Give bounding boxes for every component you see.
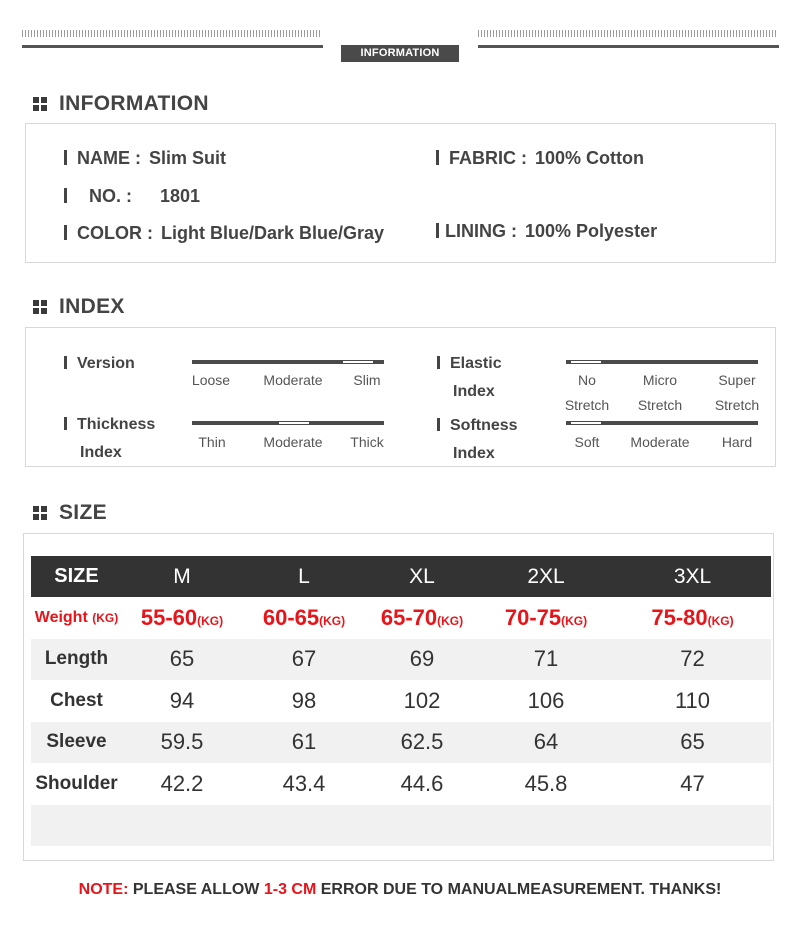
info-name-label: NAME :: [77, 148, 141, 168]
banner-line-right: [478, 45, 779, 48]
table-row-shoulder: [31, 763, 771, 805]
index-heading: [33, 295, 125, 319]
info-color: [64, 223, 384, 244]
table-cell: 61: [242, 722, 366, 764]
table-cell: [366, 805, 478, 847]
information-heading: [33, 92, 209, 116]
info-fabric-label: FABRIC :: [449, 148, 527, 168]
banner-line-left: [22, 45, 323, 48]
size-heading: [33, 501, 107, 525]
weight-unit: (KG): [561, 613, 588, 628]
index-elastic-label: [437, 350, 502, 406]
info-name: [64, 148, 226, 169]
version-option-moderate: Moderate: [263, 372, 323, 388]
elastic-scale-marker: [571, 361, 601, 363]
softness-scale-marker: [571, 422, 601, 424]
version-scale: [192, 360, 384, 364]
info-no-value: 1801: [160, 186, 201, 206]
thickness-scale-marker: [279, 422, 309, 424]
row-label-shoulder: Shoulder: [35, 772, 118, 794]
header-3xl: 3XL: [614, 556, 771, 597]
table-cell: 94: [169, 687, 195, 713]
info-fabric-value: 100% Cotton: [535, 148, 645, 168]
index-thickness-label: [64, 411, 155, 467]
weight-cell: [366, 597, 478, 639]
elastic-option-micro-stretch: [630, 368, 690, 418]
bullet-bar: [64, 225, 67, 240]
table-cell: 62.5: [366, 722, 478, 764]
softness-option-moderate: Moderate: [630, 434, 690, 450]
bullet-bar: [64, 188, 67, 203]
header-l: L: [242, 556, 366, 597]
weight-cell: [478, 597, 614, 639]
softness-scale: [566, 421, 758, 425]
note-text-2: ERROR DUE TO MANUALMEASUREMENT. THANKS!: [316, 881, 722, 898]
table-cell: [122, 805, 242, 847]
weight-cell: [122, 597, 242, 639]
thickness-option-moderate: Moderate: [263, 434, 323, 450]
table-cell: 42.2: [160, 770, 204, 796]
table-cell: 65: [122, 639, 242, 681]
banner-hatch-left: [22, 30, 322, 37]
index-elastic-text2: Index: [453, 383, 495, 400]
note-prefix: NOTE:: [78, 881, 129, 898]
table-cell: 98: [291, 687, 317, 713]
thickness-scale: [192, 421, 384, 425]
banner-tag: INFORMATION: [341, 45, 459, 62]
table-cell: [614, 805, 771, 847]
index-thickness-text2: Index: [80, 444, 122, 461]
grid-icon: [33, 97, 47, 111]
table-cell: [478, 805, 614, 847]
weight-unit: (KG): [707, 613, 734, 628]
version-scale-marker: [343, 361, 373, 363]
table-cell: 67: [242, 639, 366, 681]
softness-option-hard: Hard: [721, 434, 753, 450]
table-cell: [31, 805, 122, 847]
bullet-bar: [436, 150, 439, 165]
table-cell: 71: [478, 639, 614, 681]
information-title: INFORMATION: [59, 92, 209, 115]
softness-option-soft: Soft: [574, 434, 600, 450]
elastic-scale: [566, 360, 758, 364]
elastic-option-super-stretch: [707, 368, 767, 418]
elastic-option-no-stretch-text: Stretch: [564, 397, 610, 413]
elastic-option-micro: Micro: [642, 372, 678, 388]
row-label-chest: Chest: [50, 689, 103, 711]
table-cell: 65: [614, 722, 771, 764]
table-cell: 44.6: [400, 770, 444, 796]
size-title: SIZE: [59, 501, 107, 524]
banner-hatch-right: [478, 30, 778, 37]
elastic-option-micro-stretch-text: Stretch: [637, 397, 683, 413]
elastic-option-no-stretch: [557, 368, 617, 418]
weight-cell: [242, 597, 366, 639]
weight-value: 65-70: [380, 604, 438, 630]
grid-icon: [33, 506, 47, 520]
index-softness-text2: Index: [453, 445, 495, 462]
table-cell: 102: [403, 687, 441, 713]
note-text-1: PLEASE ALLOW: [128, 881, 264, 898]
table-row-weight: [31, 597, 771, 639]
bullet-bar: [437, 418, 440, 431]
table-cell: 72: [614, 639, 771, 681]
table-row-chest: [31, 680, 771, 722]
row-label-sleeve: Sleeve: [31, 722, 122, 764]
weight-value: 75-80: [651, 604, 708, 630]
index-version-label: [64, 350, 135, 378]
header-2xl: 2XL: [478, 556, 614, 597]
elastic-option-super-stretch-text: Stretch: [714, 397, 760, 413]
weight-unit: (KG): [319, 613, 346, 628]
weight-cell: [614, 597, 771, 639]
info-no: [64, 186, 200, 207]
info-color-value: Light Blue/Dark Blue/Gray: [161, 223, 385, 243]
weight-value: 60-65: [262, 604, 320, 630]
index-softness-label: [437, 412, 518, 468]
bullet-bar: [437, 356, 440, 369]
version-option-loose: Loose: [191, 372, 231, 388]
version-option-slim: Slim: [353, 372, 381, 388]
info-no-label: NO. :: [89, 186, 132, 206]
thickness-option-thick: Thick: [350, 434, 384, 450]
bullet-bar: [436, 223, 439, 238]
weight-unit: (KG): [92, 610, 119, 625]
row-label-length: Length: [31, 639, 122, 681]
table-cell: [242, 805, 366, 847]
index-version-text: Version: [77, 355, 135, 372]
info-fabric: [436, 148, 644, 169]
measurement-note: [0, 881, 800, 899]
weight-label: Weight: [34, 608, 88, 626]
weight-unit: (KG): [197, 613, 224, 628]
info-color-label: COLOR :: [77, 223, 153, 243]
bullet-bar: [64, 356, 67, 369]
info-name-value: Slim Suit: [149, 148, 227, 168]
header-m: M: [122, 556, 242, 597]
index-title: INDEX: [59, 295, 125, 318]
table-row-empty: [31, 805, 771, 847]
table-cell: 64: [478, 722, 614, 764]
row-label-weight: [31, 597, 122, 639]
table-cell: 47: [680, 770, 705, 796]
elastic-option-no: No: [578, 372, 596, 388]
info-lining: [436, 221, 657, 242]
thickness-option-thin: Thin: [198, 434, 226, 450]
info-lining-value: 100% Polyester: [525, 221, 658, 241]
bullet-bar: [64, 417, 67, 430]
grid-icon: [33, 300, 47, 314]
table-cell: 43.4: [282, 770, 326, 796]
table-cell: 59.5: [122, 722, 242, 764]
weight-value: 55-60: [140, 604, 198, 630]
index-thickness-text1: Thickness: [77, 416, 156, 433]
table-cell: 45.8: [524, 770, 568, 796]
size-table: [31, 556, 771, 846]
size-table-header: [31, 556, 771, 597]
table-cell: 106: [527, 687, 565, 713]
info-lining-label: LINING :: [445, 221, 517, 241]
bullet-bar: [64, 150, 67, 165]
weight-unit: (KG): [437, 613, 464, 628]
index-softness-text1: Softness: [450, 417, 518, 434]
table-row-length: [31, 639, 771, 681]
table-row-sleeve: [31, 722, 771, 764]
note-highlight: 1-3 CM: [263, 881, 317, 898]
index-elastic-text1: Elastic: [450, 355, 502, 372]
weight-value: 70-75: [504, 604, 562, 630]
header-size: SIZE: [31, 556, 122, 597]
table-cell: 69: [366, 639, 478, 681]
elastic-option-super: Super: [718, 372, 756, 388]
table-cell: 110: [674, 687, 711, 713]
header-xl: XL: [366, 556, 478, 597]
